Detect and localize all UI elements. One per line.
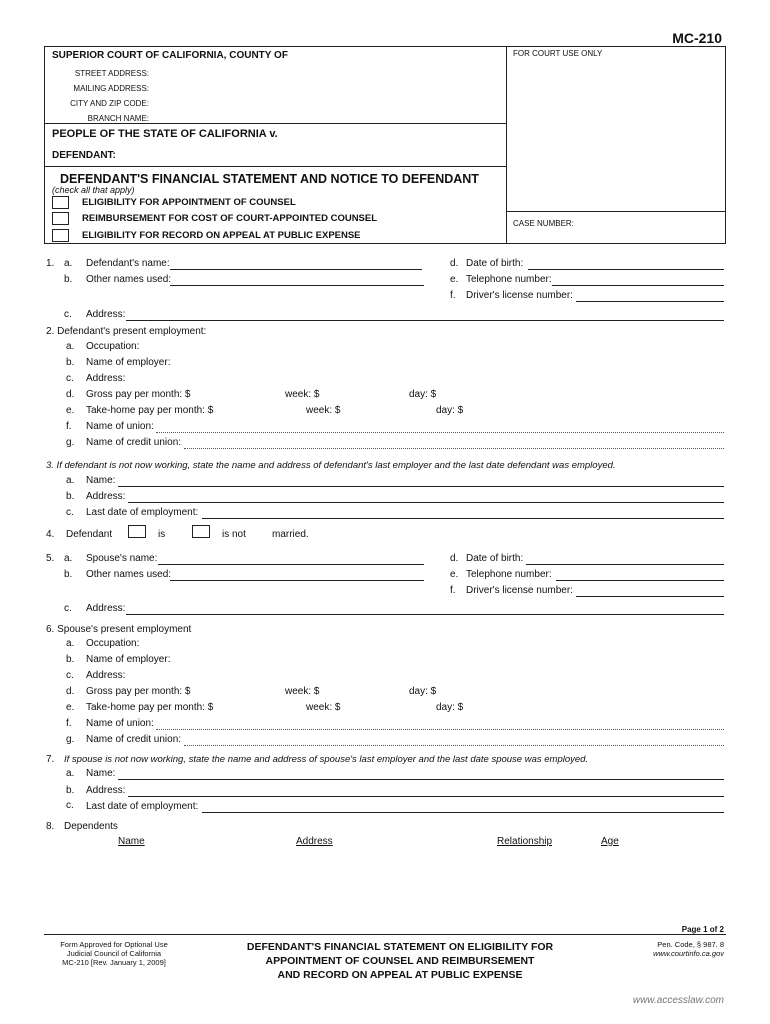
document-title: DEFENDANT'S FINANCIAL STATEMENT AND NOTICE TO DEFENDANT: [60, 172, 479, 186]
reimbursement-label: REIMBURSEMENT FOR COST OF COURT-APPOINTED COUNSEL: [82, 213, 378, 224]
is-not-label: is not: [222, 529, 246, 540]
item-letter: c.: [66, 373, 74, 384]
item-letter: b.: [66, 491, 75, 502]
spouse-license-field[interactable]: [576, 596, 724, 597]
last-employer-name-field[interactable]: [118, 486, 724, 487]
spouse-employer-address-label: Address:: [86, 670, 126, 681]
section-6-title: 6. Spouse's present employment: [46, 624, 192, 635]
form-id: MC-210: [672, 30, 722, 46]
last-employment-date-label: Last date of employment:: [86, 507, 199, 518]
court-use-label: FOR COURT USE ONLY: [513, 49, 603, 58]
spouse-dob-label: Date of birth:: [466, 553, 524, 564]
defendant-name-field[interactable]: [170, 269, 422, 270]
union-field[interactable]: [156, 432, 724, 433]
spouse-telephone-label: Telephone number:: [466, 569, 552, 580]
last-employer-address-label: Address:: [86, 491, 126, 502]
spouse-dob-field[interactable]: [526, 564, 724, 565]
record-appeal-checkbox[interactable]: [52, 229, 69, 242]
item-letter: e.: [66, 702, 75, 713]
spouse-last-address-label: Address:: [86, 785, 126, 796]
spouse-other-names-label: Other names used:: [86, 569, 172, 580]
employer-address-label: Address:: [86, 373, 126, 384]
watermark: www.accesslaw.com: [632, 995, 724, 1006]
gross-pay-label: Gross pay per month: $: [86, 389, 191, 400]
spouse-last-employer-field[interactable]: [118, 779, 724, 780]
is-married-checkbox[interactable]: [128, 525, 146, 538]
footer-approval-line: Form Approved for Optional Use: [60, 940, 168, 949]
dependents-col-age: Age: [601, 836, 619, 847]
section-4-number: 4.: [46, 529, 55, 540]
city-zip-label: CITY AND ZIP CODE:: [70, 99, 149, 108]
section-2-title: 2. Defendant's present employment:: [46, 326, 207, 337]
item-letter: b.: [64, 569, 73, 580]
item-letter: d.: [450, 258, 459, 269]
item-letter: a.: [64, 258, 73, 269]
item-letter: b.: [64, 274, 73, 285]
license-field[interactable]: [576, 301, 724, 302]
license-label: Driver's license number:: [466, 290, 573, 301]
divider: [44, 166, 507, 167]
spouse-gross-week-label: week: $: [285, 686, 320, 697]
footer-approval-line: Judicial Council of California: [66, 949, 162, 958]
footer-approval: [40, 940, 188, 967]
spouse-takehome-week-label: week: $: [306, 702, 341, 713]
check-all-note: (check all that apply): [52, 185, 135, 195]
spouse-occupation-label: Occupation:: [86, 638, 140, 649]
reimbursement-checkbox[interactable]: [52, 212, 69, 225]
section-7-title: If spouse is not now working, state the name and address of spouse's last employer and the last date spouse was employed.: [64, 754, 589, 765]
spouse-license-label: Driver's license number:: [466, 585, 573, 596]
spouse-other-names-field[interactable]: [170, 580, 424, 581]
spouse-takehome-label: Take-home pay per month: $: [86, 702, 214, 713]
footer-code-line: Pen. Code, § 987. 8: [657, 940, 724, 949]
spouse-address-field[interactable]: [126, 614, 724, 615]
spouse-last-employer-label: Name:: [86, 768, 116, 779]
spouse-name-label: Spouse's name:: [86, 553, 158, 564]
spouse-union-field[interactable]: [156, 729, 724, 730]
footer-url[interactable]: www.courtinfo.ca.gov: [653, 949, 724, 958]
item-letter: a.: [66, 475, 75, 486]
item-letter: b.: [66, 357, 75, 368]
item-letter: e.: [450, 274, 459, 285]
spouse-union-label: Name of union:: [86, 718, 154, 729]
employer-label: Name of employer:: [86, 357, 171, 368]
footer-title-line: APPOINTMENT OF COUNSEL AND REIMBURSEMENT: [265, 955, 535, 967]
divider: [44, 123, 507, 124]
item-letter: c.: [64, 309, 72, 320]
item-letter: a.: [66, 341, 75, 352]
item-letter: f.: [450, 290, 456, 301]
section-8-number: 8.: [46, 821, 55, 832]
item-letter: a.: [66, 638, 75, 649]
item-letter: d.: [66, 686, 75, 697]
case-number-label: CASE NUMBER:: [513, 219, 574, 228]
gross-day-label: day: $: [409, 389, 437, 400]
marital-defendant-label: Defendant: [66, 529, 113, 540]
spouse-name-field[interactable]: [158, 564, 424, 565]
union-label: Name of union:: [86, 421, 154, 432]
spouse-last-date-field[interactable]: [202, 812, 724, 813]
credit-union-field[interactable]: [184, 448, 724, 449]
takehome-pay-label: Take-home pay per month: $: [86, 405, 214, 416]
telephone-field[interactable]: [552, 285, 724, 286]
last-employer-address-field[interactable]: [128, 502, 724, 503]
spouse-last-address-field[interactable]: [128, 796, 724, 797]
section-1-number: 1.: [46, 258, 55, 269]
spouse-takehome-day-label: day: $: [436, 702, 464, 713]
telephone-label: Telephone number:: [466, 274, 552, 285]
dependents-title: Dependents: [64, 821, 118, 832]
last-employer-name-label: Name:: [86, 475, 116, 486]
dob-field[interactable]: [528, 269, 724, 270]
footer-title-line: AND RECORD ON APPEAL AT PUBLIC EXPENSE: [277, 969, 523, 981]
item-letter: g.: [66, 437, 75, 448]
spouse-credit-union-field[interactable]: [184, 745, 724, 746]
item-letter: f.: [450, 585, 456, 596]
dependents-col-name: Name: [118, 836, 145, 847]
address-label: Address:: [86, 309, 126, 320]
item-letter: c.: [66, 507, 74, 518]
street-address-label: STREET ADDRESS:: [74, 69, 149, 78]
married-label: married.: [272, 529, 309, 540]
spouse-gross-day-label: day: $: [409, 686, 437, 697]
credit-union-label: Name of credit union:: [86, 437, 182, 448]
item-letter: c.: [64, 603, 72, 614]
item-letter: a.: [66, 768, 75, 779]
gross-week-label: week: $: [285, 389, 320, 400]
takehome-day-label: day: $: [436, 405, 464, 416]
item-letter: f.: [66, 421, 72, 432]
dependents-col-address: Address: [296, 836, 333, 847]
footer-approval-line: MC-210 [Rev. January 1, 2009]: [62, 958, 166, 967]
footer-rule: [44, 934, 726, 935]
eligibility-counsel-label: ELIGIBILITY FOR APPOINTMENT OF COUNSEL: [82, 197, 296, 208]
footer-title: [210, 940, 590, 982]
footer-title-line: DEFENDANT'S FINANCIAL STATEMENT ON ELIGIBILITY FOR: [246, 941, 554, 953]
item-letter: e.: [66, 405, 75, 416]
spouse-address-label: Address:: [86, 603, 126, 614]
item-letter: d.: [66, 389, 75, 400]
section-7-number: 7.: [46, 754, 55, 765]
item-letter: b.: [66, 785, 75, 796]
page-number: Page 1 of 2: [681, 925, 724, 934]
item-letter: e.: [450, 569, 459, 580]
eligibility-counsel-checkbox[interactable]: [52, 196, 69, 209]
takehome-week-label: week: $: [306, 405, 341, 416]
dob-label: Date of birth:: [466, 258, 524, 269]
is-label: is: [158, 529, 166, 540]
spouse-telephone-field[interactable]: [556, 580, 724, 581]
footer-code: [600, 940, 724, 958]
defendant-name-label: Defendant's name:: [86, 258, 170, 269]
section-3-title: 3. If defendant is not now working, state the name and address of defendant's last employer and the last date defendant was employed.: [46, 460, 616, 471]
address-field[interactable]: [126, 320, 724, 321]
item-letter: c.: [66, 800, 74, 811]
divider: [507, 211, 726, 212]
branch-name-label: BRANCH NAME:: [87, 114, 149, 123]
item-letter: c.: [66, 670, 74, 681]
other-names-field[interactable]: [170, 285, 424, 286]
record-appeal-label: ELIGIBILITY FOR RECORD ON APPEAL AT PUBLIC EXPENSE: [82, 230, 361, 241]
item-letter: f.: [66, 718, 72, 729]
case-caption: PEOPLE OF THE STATE OF CALIFORNIA v.: [52, 128, 278, 140]
item-letter: d.: [450, 553, 459, 564]
court-title: SUPERIOR COURT OF CALIFORNIA, COUNTY OF: [52, 50, 288, 61]
mailing-address-label: MAILING ADDRESS:: [73, 84, 149, 93]
section-5-number: 5.: [46, 553, 55, 564]
last-employment-date-field[interactable]: [202, 518, 724, 519]
item-letter: b.: [66, 654, 75, 665]
spouse-credit-union-label: Name of credit union:: [86, 734, 182, 745]
defendant-label: DEFENDANT:: [52, 150, 116, 161]
item-letter: g.: [66, 734, 75, 745]
occupation-label: Occupation:: [86, 341, 140, 352]
spouse-gross-pay-label: Gross pay per month: $: [86, 686, 191, 697]
is-not-married-checkbox[interactable]: [192, 525, 210, 538]
other-names-label: Other names used:: [86, 274, 172, 285]
item-letter: a.: [64, 553, 73, 564]
spouse-employer-label: Name of employer:: [86, 654, 171, 665]
dependents-col-relationship: Relationship: [497, 836, 553, 847]
spouse-last-date-label: Last date of employment:: [86, 801, 199, 812]
